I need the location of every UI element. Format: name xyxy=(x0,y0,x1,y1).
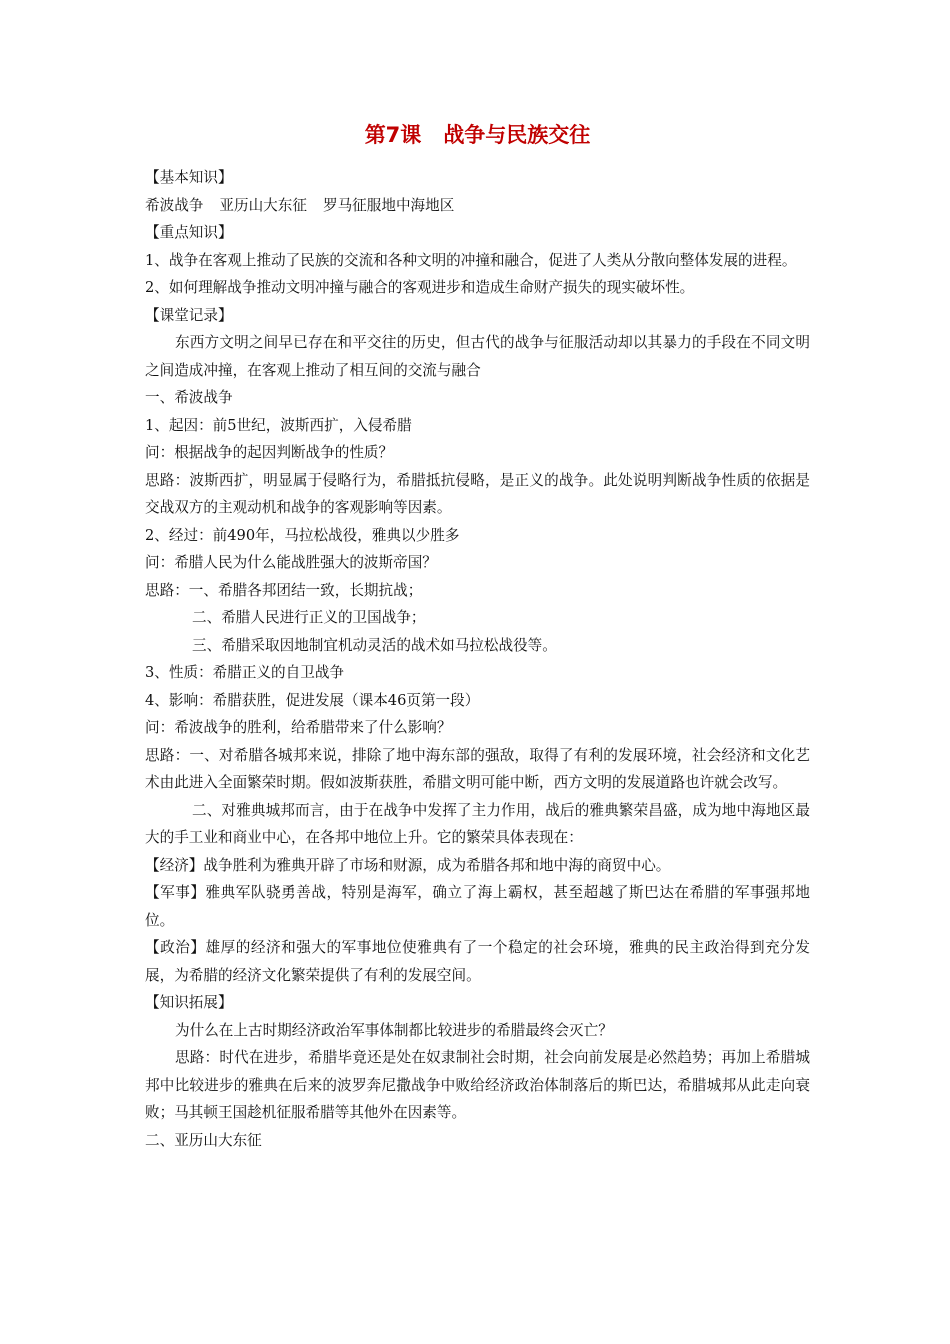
lesson-number: 第7课 xyxy=(364,123,422,147)
politics-paragraph: 【政治】雄厚的经济和强大的军事地位使雅典有了一个稳定的社会环境，雅典的民主政治得到充分发展，为希腊的经济文化繁荣提供了有利的发展空间。 xyxy=(145,939,810,984)
economy-paragraph: 【经济】战争胜利为雅典开辟了市场和财源，成为希腊各邦和地中海的商贸中心。 xyxy=(145,856,671,874)
military-paragraph: 【军事】雅典军队骁勇善战，特别是海军，确立了海上霸权，甚至超越了斯巴达在希腊的军事强邦地位。 xyxy=(145,884,810,929)
extension-heading: 【知识拓展】 xyxy=(145,994,233,1011)
key-knowledge-heading: 【重点知识】 xyxy=(145,224,233,241)
answer-2-point-3: 三、希腊采取因地制宜机动灵活的战术如马拉松战役等。 xyxy=(192,636,557,654)
section-2-title: 二、亚历山大东征 xyxy=(145,1131,262,1149)
answer-2-point-1: 思路：一、希腊各邦团结一致，长期抗战； xyxy=(145,581,423,599)
lesson-title xyxy=(145,120,810,150)
question-3: 问：希波战争的胜利，给希腊带来了什么影响？ xyxy=(145,719,452,736)
basic-item: 亚历山大东征 xyxy=(219,196,307,214)
basic-knowledge-items xyxy=(145,192,810,220)
basic-item: 希波战争 xyxy=(145,196,204,214)
nature-line: 3、性质：希腊正义的自卫战争 xyxy=(145,664,345,681)
answer-3-point-2: 二、对雅典城邦而言，由于在战争中发挥了主力作用，战后的雅典繁荣昌盛，成为地中海地区最大的手工业和商业中心，在各邦中地位上升。它的繁荣具体表现在： xyxy=(145,801,810,846)
intro-paragraph: 东西方文明之间早已存在和平交往的历史，但古代的战争与征服活动却以其暴力的手段在不同文明之间造成冲撞，在客观上推动了相互间的交流与融合 xyxy=(145,334,810,379)
extension-answer: 思路：时代在进步，希腊毕竟还是处在奴隶制社会时期，社会向前发展是必然趋势；再加上希腊城邦中比较进步的雅典在后来的波罗奔尼撒战争中败给经济政治体制落后的斯巴达，希腊城邦从此走向衰败；马其顿王国趁机征服希腊等其他外在因素等。 xyxy=(145,1049,810,1121)
basic-knowledge-heading: 【基本知识】 xyxy=(145,169,233,186)
document-page xyxy=(145,120,810,1154)
key-point-1: 1、战争在客观上推动了民族的交流和各种文明的冲撞和融合，促进了人类从分散向整体发展的进程。 xyxy=(145,251,797,269)
question-1: 问：根据战争的起因判断战争的性质？ xyxy=(145,444,394,461)
impact-line: 4、影响：希腊获胜，促进发展（课本46页第一段） xyxy=(145,691,480,709)
basic-item: 罗马征服地中海地区 xyxy=(322,196,455,214)
section-1-title: 一、希波战争 xyxy=(145,389,233,406)
answer-2-point-2: 二、希腊人民进行正义的卫国战争； xyxy=(192,609,426,626)
extension-question: 为什么在上古时期经济政治军事体制都比较进步的希腊最终会灭亡？ xyxy=(175,1021,613,1039)
cause-line: 1、起因：前5世纪，波斯西扩，入侵希腊 xyxy=(145,416,412,434)
answer-3-point-1: 思路：一、对希腊各城邦来说，排除了地中海东部的强敌，取得了有利的发展环境，社会经济和文化艺术由此进入全面繁荣时期。假如波斯获胜，希腊文明可能中断，西方文明的发展道路也许就会改写。 xyxy=(145,746,810,791)
key-point-2: 2、如何理解战争推动文明冲撞与融合的客观进步和造成生命财产损失的现实破坏性。 xyxy=(145,279,695,296)
lesson-name: 战争与民族交往 xyxy=(443,123,591,147)
question-2: 问：希腊人民为什么能战胜强大的波斯帝国？ xyxy=(145,554,437,571)
answer-1: 思路：波斯西扩，明显属于侵略行为，希腊抵抗侵略，是正义的战争。此处说明判断战争性质的依据是交战双方的主观动机和战争的客观影响等因素。 xyxy=(145,471,810,516)
course-line: 2、经过：前490年，马拉松战役，雅典以少胜多 xyxy=(145,526,460,544)
class-notes-heading: 【课堂记录】 xyxy=(145,306,233,324)
